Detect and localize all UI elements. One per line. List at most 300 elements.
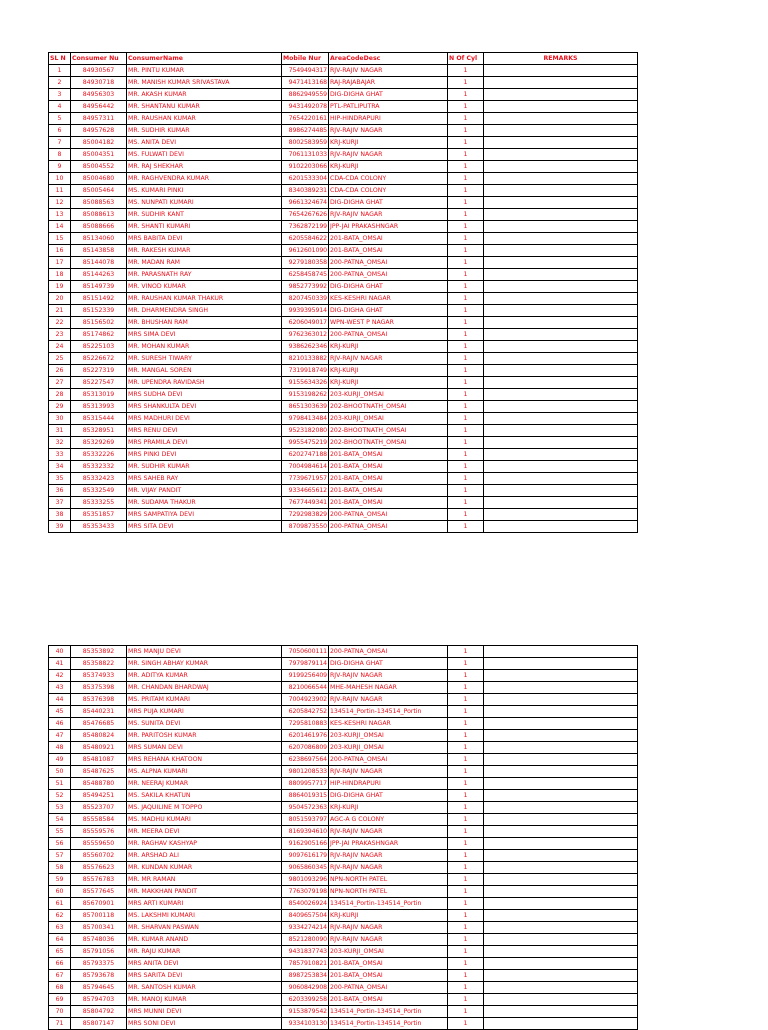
cell-area-code: 200-PATNA_OMSAI — [329, 754, 448, 766]
cell-mobile-number: 6205584622 — [282, 233, 329, 245]
cell-no-of-cylinders: 1 — [448, 365, 484, 377]
cell-sl-no: 71 — [49, 1018, 71, 1030]
cell-consumer-number: 84956442 — [71, 101, 127, 113]
cell-consumer-number: 85332549 — [71, 485, 127, 497]
cell-mobile-number: 9334274214 — [282, 922, 329, 934]
cell-no-of-cylinders: 1 — [448, 245, 484, 257]
cell-mobile-number: 9955475219 — [282, 437, 329, 449]
cell-no-of-cylinders: 1 — [448, 730, 484, 742]
cell-consumer-name: MRS SHANKULTA DEVI — [127, 401, 282, 413]
cell-consumer-name: MR. CHANDAN BHARDWAJ — [127, 682, 282, 694]
cell-area-code: KRJ-KURJI — [329, 161, 448, 173]
cell-remarks — [484, 161, 638, 173]
cell-sl-no: 49 — [49, 754, 71, 766]
table-row — [49, 778, 638, 790]
cell-sl-no: 12 — [49, 197, 71, 209]
cell-consumer-number: 85700341 — [71, 922, 127, 934]
cell-no-of-cylinders: 1 — [448, 209, 484, 221]
cell-area-code: KRJ-KURJI — [329, 377, 448, 389]
cell-sl-no: 4 — [49, 101, 71, 113]
cell-remarks — [484, 838, 638, 850]
cell-sl-no: 27 — [49, 377, 71, 389]
cell-sl-no: 24 — [49, 341, 71, 353]
table-row — [49, 982, 638, 994]
cell-consumer-number: 85559650 — [71, 838, 127, 850]
cell-remarks — [484, 730, 638, 742]
cell-sl-no: 29 — [49, 401, 71, 413]
table-row — [49, 754, 638, 766]
cell-mobile-number: 8051593797 — [282, 814, 329, 826]
cell-no-of-cylinders: 1 — [448, 89, 484, 101]
cell-sl-no: 21 — [49, 305, 71, 317]
cell-sl-no: 8 — [49, 149, 71, 161]
cell-consumer-number: 85494251 — [71, 790, 127, 802]
header-sl-no: SL N — [49, 53, 71, 65]
cell-remarks — [484, 461, 638, 473]
cell-consumer-number: 85329269 — [71, 437, 127, 449]
cell-area-code: DIG-DIGHA GHAT — [329, 658, 448, 670]
cell-no-of-cylinders: 1 — [448, 706, 484, 718]
cell-sl-no: 9 — [49, 161, 71, 173]
cell-sl-no: 51 — [49, 778, 71, 790]
cell-remarks — [484, 934, 638, 946]
cell-area-code: AGC-A G COLONY — [329, 814, 448, 826]
cell-sl-no: 1 — [49, 65, 71, 77]
cell-consumer-name: MR. DHARMENDRA SINGH — [127, 305, 282, 317]
cell-area-code: RJV-RAJIV NAGAR — [329, 65, 448, 77]
cell-area-code: RJV-RAJIV NAGAR — [329, 149, 448, 161]
cell-area-code: RJV-RAJIV NAGAR — [329, 922, 448, 934]
cell-mobile-number: 7004984614 — [282, 461, 329, 473]
cell-mobile-number: 8210066544 — [282, 682, 329, 694]
cell-consumer-number: 85376398 — [71, 694, 127, 706]
cell-consumer-name: MR. MR RAMAN — [127, 874, 282, 886]
cell-no-of-cylinders: 1 — [448, 521, 484, 533]
cell-no-of-cylinders: 1 — [448, 341, 484, 353]
cell-mobile-number: 6207086809 — [282, 742, 329, 754]
cell-consumer-number: 85807147 — [71, 1018, 127, 1030]
cell-consumer-number: 85151492 — [71, 293, 127, 305]
cell-remarks — [484, 113, 638, 125]
cell-remarks — [484, 137, 638, 149]
cell-remarks — [484, 449, 638, 461]
cell-mobile-number: 9155634326 — [282, 377, 329, 389]
cell-remarks — [484, 317, 638, 329]
table-row — [49, 101, 638, 113]
cell-remarks — [484, 89, 638, 101]
table-row — [49, 305, 638, 317]
cell-mobile-number: 8210133882 — [282, 353, 329, 365]
cell-remarks — [484, 245, 638, 257]
cell-remarks — [484, 77, 638, 89]
cell-consumer-number: 85358822 — [71, 658, 127, 670]
cell-sl-no: 57 — [49, 850, 71, 862]
table-row — [49, 449, 638, 461]
cell-sl-no: 33 — [49, 449, 71, 461]
cell-consumer-number: 85794703 — [71, 994, 127, 1006]
cell-sl-no: 53 — [49, 802, 71, 814]
cell-area-code: HIP-HINDRAPURI — [329, 778, 448, 790]
cell-mobile-number: 9661324674 — [282, 197, 329, 209]
header-mobile-number: Mobile Nur — [282, 53, 329, 65]
cell-consumer-name: MR. RAJU KUMAR — [127, 946, 282, 958]
table-row — [49, 850, 638, 862]
cell-no-of-cylinders: 1 — [448, 173, 484, 185]
cell-no-of-cylinders: 1 — [448, 970, 484, 982]
cell-area-code: 203-KURJI_OMSAI — [329, 413, 448, 425]
cell-remarks — [484, 509, 638, 521]
cell-consumer-number: 85804792 — [71, 1006, 127, 1018]
cell-consumer-name: MR. MANOJ KUMAR — [127, 994, 282, 1006]
cell-remarks — [484, 778, 638, 790]
cell-consumer-number: 84930718 — [71, 77, 127, 89]
cell-consumer-number: 85523707 — [71, 802, 127, 814]
table-row — [49, 89, 638, 101]
cell-consumer-name: MS. JAQUILINE M TOPPO — [127, 802, 282, 814]
cell-no-of-cylinders: 1 — [448, 922, 484, 934]
cell-mobile-number: 8862949559 — [282, 89, 329, 101]
cell-mobile-number: 9523182080 — [282, 425, 329, 437]
header-remarks: REMARKS — [484, 53, 638, 65]
cell-consumer-name: MRS SONI DEVI — [127, 1018, 282, 1030]
table-row — [49, 293, 638, 305]
cell-remarks — [484, 125, 638, 137]
cell-consumer-name: MRS SIMA DEVI — [127, 329, 282, 341]
cell-remarks — [484, 898, 638, 910]
cell-no-of-cylinders: 1 — [448, 425, 484, 437]
table-row — [49, 137, 638, 149]
cell-consumer-number: 85481087 — [71, 754, 127, 766]
cell-mobile-number: 7292983829 — [282, 509, 329, 521]
cell-mobile-number: 9939395914 — [282, 305, 329, 317]
cell-area-code: 201-BATA_OMSAI — [329, 497, 448, 509]
cell-sl-no: 13 — [49, 209, 71, 221]
cell-remarks — [484, 485, 638, 497]
cell-mobile-number: 8709873550 — [282, 521, 329, 533]
table-row — [49, 317, 638, 329]
table-row — [49, 826, 638, 838]
cell-mobile-number: 8651303639 — [282, 401, 329, 413]
cell-remarks — [484, 814, 638, 826]
cell-mobile-number: 7295810883 — [282, 718, 329, 730]
cell-consumer-name: MR. PINTU KUMAR — [127, 65, 282, 77]
cell-consumer-name: MRS MUNNI DEVI — [127, 1006, 282, 1018]
cell-remarks — [484, 293, 638, 305]
cell-consumer-number: 85328951 — [71, 425, 127, 437]
cell-no-of-cylinders: 1 — [448, 137, 484, 149]
cell-no-of-cylinders: 1 — [448, 509, 484, 521]
cell-consumer-name: MRS BABITA DEVI — [127, 233, 282, 245]
cell-consumer-number: 85004351 — [71, 149, 127, 161]
cell-consumer-number: 85576783 — [71, 874, 127, 886]
cell-area-code: HIP-HINDRAPURI — [329, 113, 448, 125]
table-row — [49, 970, 638, 982]
cell-area-code: 201-BATA_OMSAI — [329, 485, 448, 497]
cell-sl-no: 50 — [49, 766, 71, 778]
cell-consumer-number: 85156502 — [71, 317, 127, 329]
cell-consumer-number: 85670901 — [71, 898, 127, 910]
cell-no-of-cylinders: 1 — [448, 1006, 484, 1018]
cell-no-of-cylinders: 1 — [448, 934, 484, 946]
table-row — [49, 874, 638, 886]
cell-sl-no: 17 — [49, 257, 71, 269]
cell-consumer-name: MRS PINKI DEVI — [127, 449, 282, 461]
cell-sl-no: 22 — [49, 317, 71, 329]
cell-no-of-cylinders: 1 — [448, 65, 484, 77]
cell-remarks — [484, 790, 638, 802]
cell-area-code: 200-PATNA_OMSAI — [329, 982, 448, 994]
cell-sl-no: 63 — [49, 922, 71, 934]
cell-mobile-number: 8169394610 — [282, 826, 329, 838]
cell-no-of-cylinders: 1 — [448, 886, 484, 898]
cell-consumer-number: 85313993 — [71, 401, 127, 413]
cell-consumer-name: MRS MADHURI DEVI — [127, 413, 282, 425]
cell-sl-no: 38 — [49, 509, 71, 521]
cell-mobile-number: 9097616179 — [282, 850, 329, 862]
cell-mobile-number: 9153879542 — [282, 1006, 329, 1018]
cell-area-code: 200-PATNA_OMSAI — [329, 257, 448, 269]
cell-no-of-cylinders: 1 — [448, 778, 484, 790]
cell-consumer-name: MR. SUDHIR KUMAR — [127, 461, 282, 473]
table-row — [49, 742, 638, 754]
table-row — [49, 1006, 638, 1018]
cell-remarks — [484, 185, 638, 197]
cell-no-of-cylinders: 1 — [448, 754, 484, 766]
cell-area-code: PTL-PATLIPUTRA — [329, 101, 448, 113]
cell-remarks — [484, 197, 638, 209]
cell-area-code: 134514_Portin-134514_Portin — [329, 706, 448, 718]
cell-mobile-number: 9065860345 — [282, 862, 329, 874]
cell-area-code: 203-KURJI_OMSAI — [329, 742, 448, 754]
cell-no-of-cylinders: 1 — [448, 802, 484, 814]
cell-sl-no: 54 — [49, 814, 71, 826]
table-row — [49, 886, 638, 898]
cell-no-of-cylinders: 1 — [448, 269, 484, 281]
cell-sl-no: 68 — [49, 982, 71, 994]
table-row — [49, 173, 638, 185]
cell-no-of-cylinders: 1 — [448, 161, 484, 173]
cell-mobile-number: 7654220161 — [282, 113, 329, 125]
cell-area-code: JPP-JAI PRAKASHNGAR — [329, 838, 448, 850]
cell-mobile-number: 8987253834 — [282, 970, 329, 982]
cell-mobile-number: 7654267626 — [282, 209, 329, 221]
cell-consumer-name: MR. MOHAN KUMAR — [127, 341, 282, 353]
header-consumer-name: ConsumerName — [127, 53, 282, 65]
cell-consumer-name: MRS REHANA KHATOON — [127, 754, 282, 766]
cell-mobile-number: 8540026924 — [282, 898, 329, 910]
cell-sl-no: 34 — [49, 461, 71, 473]
table-row — [49, 353, 638, 365]
cell-sl-no: 5 — [49, 113, 71, 125]
cell-consumer-name: MR. MAKKHAN PANDIT — [127, 886, 282, 898]
cell-consumer-name: MRS ANITA DEVI — [127, 958, 282, 970]
cell-consumer-number: 85149739 — [71, 281, 127, 293]
cell-consumer-number: 85351857 — [71, 509, 127, 521]
cell-remarks — [484, 269, 638, 281]
cell-no-of-cylinders: 1 — [448, 437, 484, 449]
cell-mobile-number: 7979879114 — [282, 658, 329, 670]
cell-consumer-number: 85152339 — [71, 305, 127, 317]
cell-consumer-number: 85576623 — [71, 862, 127, 874]
cell-no-of-cylinders: 1 — [448, 413, 484, 425]
cell-mobile-number: 6206049017 — [282, 317, 329, 329]
cell-consumer-name: MS. MADHU KUMARI — [127, 814, 282, 826]
cell-mobile-number: 9334103130 — [282, 1018, 329, 1030]
cell-area-code: 201-BATA_OMSAI — [329, 473, 448, 485]
cell-no-of-cylinders: 1 — [448, 497, 484, 509]
cell-no-of-cylinders: 1 — [448, 101, 484, 113]
cell-consumer-number: 85487625 — [71, 766, 127, 778]
cell-consumer-name: MS. ANITA DEVI — [127, 137, 282, 149]
table-row — [49, 389, 638, 401]
cell-area-code: 201-BATA_OMSAI — [329, 958, 448, 970]
cell-area-code: 202-BHOOTNATH_OMSAI — [329, 401, 448, 413]
cell-sl-no: 56 — [49, 838, 71, 850]
cell-area-code: DIG-DIGHA GHAT — [329, 790, 448, 802]
cell-consumer-name: MRS SUDHA DEVI — [127, 389, 282, 401]
cell-remarks — [484, 706, 638, 718]
cell-sl-no: 47 — [49, 730, 71, 742]
cell-area-code: 201-BATA_OMSAI — [329, 245, 448, 257]
cell-mobile-number: 8986274485 — [282, 125, 329, 137]
cell-no-of-cylinders: 1 — [448, 694, 484, 706]
cell-consumer-name: MRS ARTI KUMARI — [127, 898, 282, 910]
cell-consumer-name: MS. PRITAM KUMARI — [127, 694, 282, 706]
cell-sl-no: 55 — [49, 826, 71, 838]
cell-consumer-number: 85559576 — [71, 826, 127, 838]
cell-mobile-number: 6238697564 — [282, 754, 329, 766]
cell-consumer-name: MS. FULWATI DEVI — [127, 149, 282, 161]
cell-mobile-number: 6205842752 — [282, 706, 329, 718]
cell-mobile-number: 6201461976 — [282, 730, 329, 742]
cell-mobile-number: 8864019315 — [282, 790, 329, 802]
cell-no-of-cylinders: 1 — [448, 461, 484, 473]
cell-consumer-number: 85144263 — [71, 269, 127, 281]
cell-remarks — [484, 670, 638, 682]
cell-consumer-number: 85226672 — [71, 353, 127, 365]
cell-consumer-name: MR. SHARVAN PASWAN — [127, 922, 282, 934]
table-row — [49, 958, 638, 970]
cell-area-code: 201-BATA_OMSAI — [329, 461, 448, 473]
table-row — [49, 694, 638, 706]
cell-remarks — [484, 173, 638, 185]
cell-consumer-number: 85440231 — [71, 706, 127, 718]
cell-no-of-cylinders: 1 — [448, 790, 484, 802]
cell-remarks — [484, 473, 638, 485]
table-row — [49, 838, 638, 850]
table-row — [49, 658, 638, 670]
cell-sl-no: 37 — [49, 497, 71, 509]
cell-mobile-number: 9612601090 — [282, 245, 329, 257]
cell-area-code: DIG-DIGHA GHAT — [329, 305, 448, 317]
cell-consumer-name: MS. KUMARI PINKI — [127, 185, 282, 197]
cell-area-code: 201-BATA_OMSAI — [329, 449, 448, 461]
cell-mobile-number: 9060842908 — [282, 982, 329, 994]
cell-no-of-cylinders: 1 — [448, 353, 484, 365]
cell-area-code: KRJ-KURJI — [329, 910, 448, 922]
table-row — [49, 802, 638, 814]
cell-area-code: 203-KURJI_OMSAI — [329, 946, 448, 958]
cell-no-of-cylinders: 1 — [448, 317, 484, 329]
cell-mobile-number: 9279180358 — [282, 257, 329, 269]
cell-area-code: NPN-NORTH PATEL — [329, 886, 448, 898]
table-row — [49, 221, 638, 233]
cell-sl-no: 3 — [49, 89, 71, 101]
cell-no-of-cylinders: 1 — [448, 401, 484, 413]
cell-consumer-name: MS. SAKILA KHATUN — [127, 790, 282, 802]
cell-consumer-name: MR. AKASH KUMAR — [127, 89, 282, 101]
cell-remarks — [484, 209, 638, 221]
cell-mobile-number: 7319918749 — [282, 365, 329, 377]
table-row — [49, 77, 638, 89]
cell-sl-no: 59 — [49, 874, 71, 886]
cell-area-code: KES-KESHRI NAGAR — [329, 293, 448, 305]
cell-consumer-number: 85480921 — [71, 742, 127, 754]
cell-no-of-cylinders: 1 — [448, 281, 484, 293]
table-row — [49, 994, 638, 1006]
cell-sl-no: 20 — [49, 293, 71, 305]
cell-mobile-number: 9504572363 — [282, 802, 329, 814]
cell-area-code: KRJ-KURJI — [329, 802, 448, 814]
cell-mobile-number: 7362872199 — [282, 221, 329, 233]
cell-sl-no: 2 — [49, 77, 71, 89]
cell-no-of-cylinders: 1 — [448, 389, 484, 401]
cell-remarks — [484, 982, 638, 994]
cell-consumer-name: MR. SINGH ABHAY KUMAR — [127, 658, 282, 670]
table-body-page-2 — [49, 646, 638, 1030]
table-row — [49, 718, 638, 730]
cell-area-code: MHE-MAHESH NAGAR — [329, 682, 448, 694]
cell-mobile-number: 9471413168 — [282, 77, 329, 89]
cell-consumer-number: 85577645 — [71, 886, 127, 898]
cell-consumer-name: MR. MANISH KUMAR SRIVASTAVA — [127, 77, 282, 89]
cell-sl-no: 70 — [49, 1006, 71, 1018]
cell-consumer-name: MR. VIJAY PANDIT — [127, 485, 282, 497]
cell-area-code: RJV-RAJIV NAGAR — [329, 670, 448, 682]
cell-consumer-name: MR. NEERAJ KUMAR — [127, 778, 282, 790]
cell-no-of-cylinders: 1 — [448, 305, 484, 317]
cell-area-code: KRJ-KURJI — [329, 137, 448, 149]
cell-remarks — [484, 65, 638, 77]
cell-area-code: 200-PATNA_OMSAI — [329, 521, 448, 533]
cell-mobile-number: 7004923902 — [282, 694, 329, 706]
cell-mobile-number: 7549494317 — [282, 65, 329, 77]
cell-mobile-number: 9386262346 — [282, 341, 329, 353]
table-row — [49, 125, 638, 137]
cell-sl-no: 52 — [49, 790, 71, 802]
table-row — [49, 269, 638, 281]
cell-remarks — [484, 413, 638, 425]
cell-no-of-cylinders: 1 — [448, 958, 484, 970]
cell-no-of-cylinders: 1 — [448, 149, 484, 161]
cell-no-of-cylinders: 1 — [448, 862, 484, 874]
cell-no-of-cylinders: 1 — [448, 826, 484, 838]
cell-consumer-name: MR. RAUSHAN KUMAR — [127, 113, 282, 125]
cell-sl-no: 14 — [49, 221, 71, 233]
cell-consumer-number: 85333255 — [71, 497, 127, 509]
cell-area-code: JPP-JAI PRAKASHNGAR — [329, 221, 448, 233]
cell-consumer-number: 85227547 — [71, 377, 127, 389]
table-row — [49, 413, 638, 425]
cell-no-of-cylinders: 1 — [448, 670, 484, 682]
cell-consumer-name: MR. KUMAR ANAND — [127, 934, 282, 946]
cell-remarks — [484, 646, 638, 658]
cell-remarks — [484, 305, 638, 317]
cell-consumer-name: MR. SUDAMA THAKUR — [127, 497, 282, 509]
cell-sl-no: 45 — [49, 706, 71, 718]
table-row — [49, 646, 638, 658]
cell-no-of-cylinders: 1 — [448, 766, 484, 778]
